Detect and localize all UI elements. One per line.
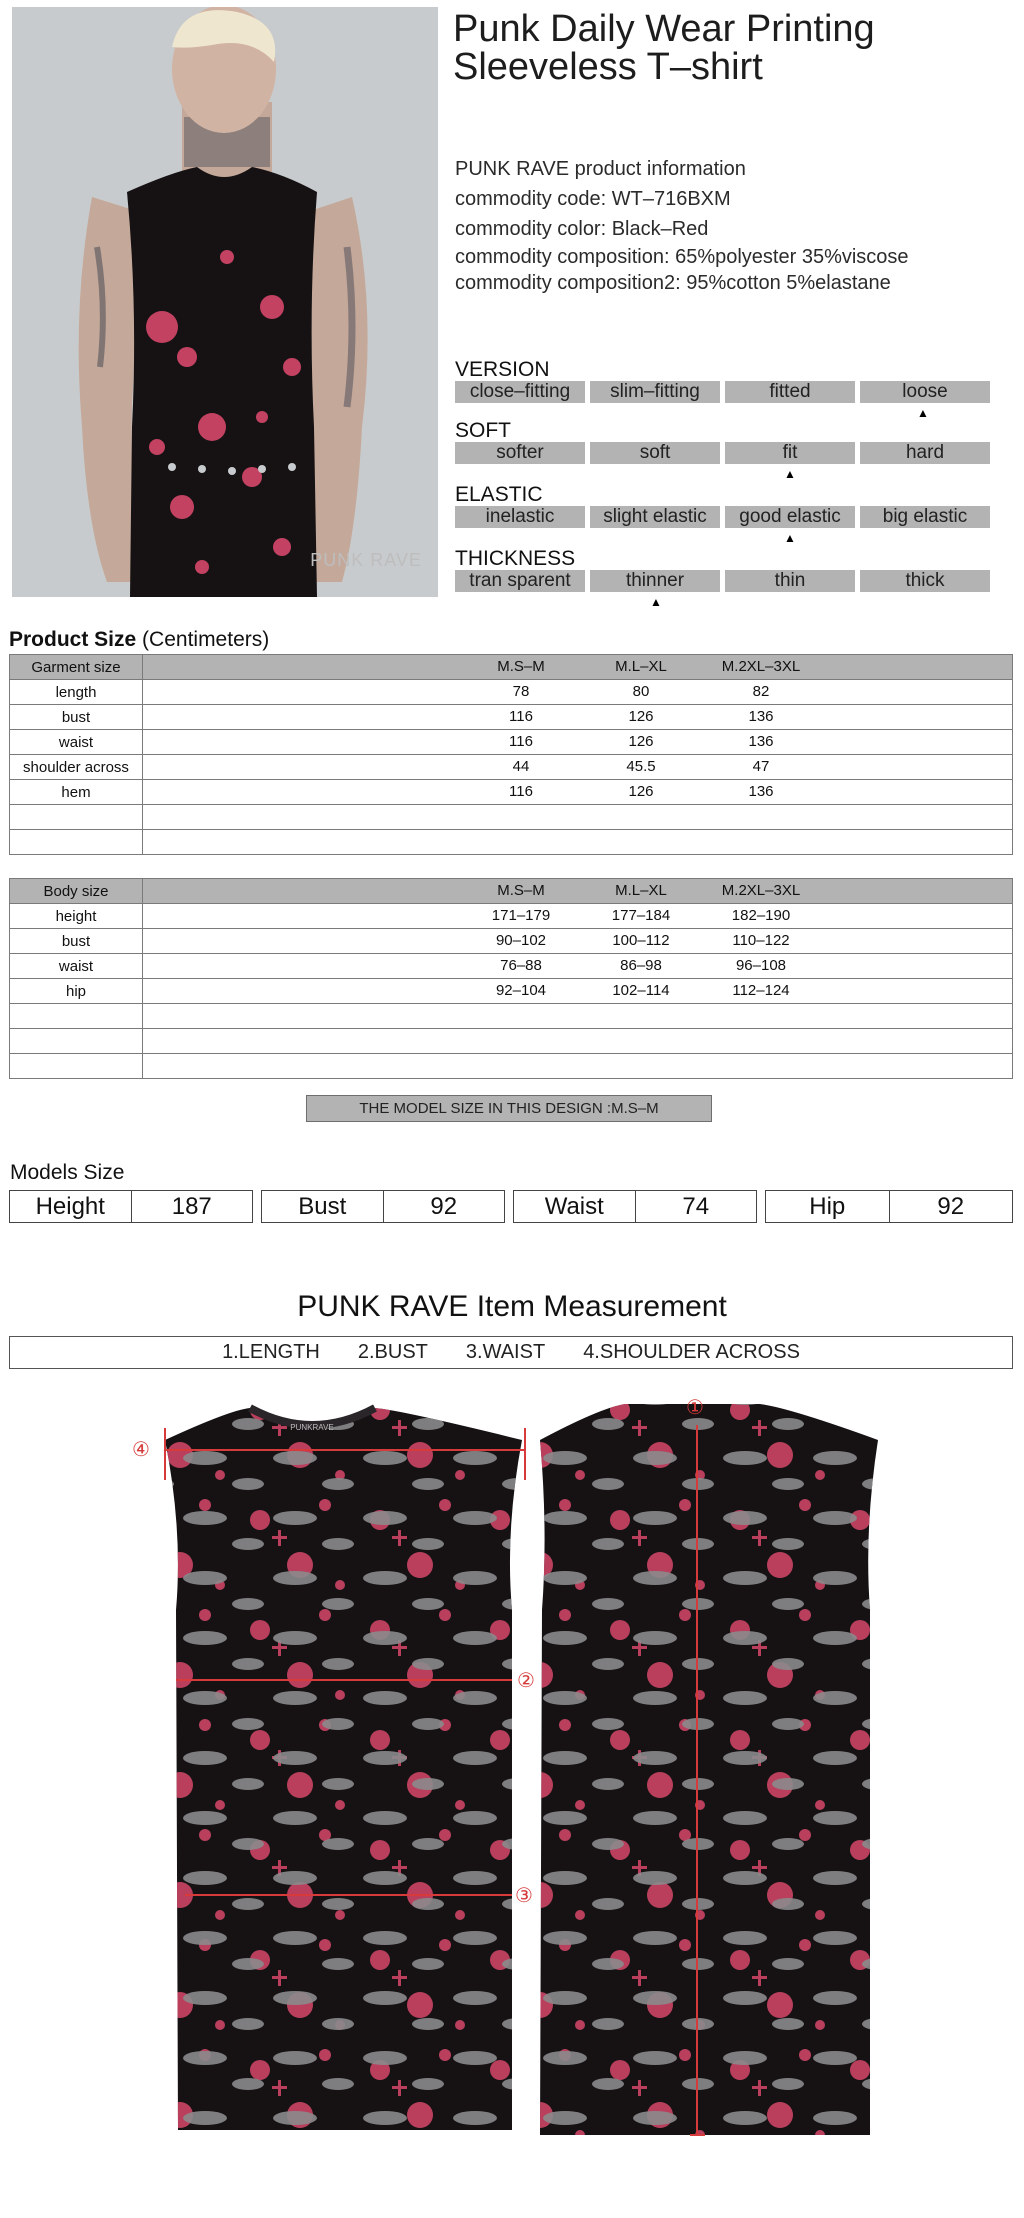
cell-value: 112–124	[732, 982, 790, 999]
table-row	[10, 705, 1013, 730]
photo-watermark: PUNK RAVE	[310, 550, 422, 570]
model-waist	[513, 1190, 757, 1223]
scale-option: slim–fitting	[590, 381, 720, 403]
row-label: bust	[10, 705, 143, 730]
elastic-scale	[455, 483, 990, 545]
scale-option: close–fitting	[455, 381, 585, 403]
version-scale	[455, 358, 990, 420]
table-row	[10, 954, 1013, 979]
body-size-table	[9, 878, 1013, 1079]
product-info	[455, 154, 1015, 296]
commodity-composition2: commodity composition2: 95%cotton 5%elastane	[455, 272, 891, 294]
scale-option: thinner	[590, 570, 720, 592]
measurement-legend	[9, 1336, 1013, 1369]
marker-length: ①	[686, 1395, 704, 1419]
product-title-line1: Punk Daily Wear Printing	[453, 8, 875, 50]
table-row-empty	[10, 805, 1013, 830]
cell-value: 136	[748, 708, 774, 725]
model-bust	[261, 1190, 505, 1223]
garment-size-table	[9, 654, 1013, 855]
cell-value: 80	[632, 683, 650, 700]
garment-measurement-illustration	[0, 1380, 1024, 2160]
size-col-header: M.2XL–3XL	[721, 658, 801, 675]
product-size-unit: (Centimeters)	[142, 628, 270, 651]
cell-value: 116	[509, 708, 533, 725]
size-col-header: M.2XL–3XL	[721, 882, 801, 899]
selected-marker: ▲	[917, 406, 929, 420]
scale-option: thick	[860, 570, 990, 592]
commodity-color: commodity color: Black–Red	[455, 218, 709, 240]
marker-shoulder: ④	[132, 1437, 150, 1461]
measurement-item: 1.LENGTH	[222, 1341, 320, 1363]
cell-value: 82	[752, 683, 770, 700]
selected-marker: ▲	[784, 467, 796, 481]
measure-value: 74	[635, 1191, 757, 1222]
cell-value: 136	[748, 783, 774, 800]
table-row	[10, 780, 1013, 805]
scale-title: ELASTIC	[455, 483, 543, 506]
commodity-code: commodity code: WT–716BXM	[455, 188, 731, 210]
cell-value: 78	[512, 683, 530, 700]
row-label: shoulder across	[10, 755, 143, 780]
scale-option: big elastic	[860, 506, 990, 528]
table-row	[10, 730, 1013, 755]
cell-value: 100–112	[612, 932, 670, 949]
model-size-note: THE MODEL SIZE IN THIS DESIGN :M.S–M	[306, 1095, 712, 1122]
scale-option: hard	[860, 442, 990, 464]
cell-value: 90–102	[495, 932, 547, 949]
measure-label: Hip	[809, 1193, 846, 1220]
table-row	[10, 904, 1013, 929]
model-hip	[765, 1190, 1013, 1223]
measure-label: Height	[35, 1193, 105, 1220]
scale-title: THICKNESS	[455, 547, 576, 570]
model-photo	[12, 7, 438, 597]
cell-value: 86–98	[620, 957, 662, 974]
scale-title: SOFT	[455, 419, 511, 442]
cell-value: 102–114	[612, 982, 670, 999]
cell-value: 126	[628, 783, 654, 800]
measure-label: Waist	[544, 1193, 604, 1220]
table-row-empty	[10, 1054, 1013, 1079]
model-height	[9, 1190, 253, 1223]
row-label: hip	[10, 979, 143, 1004]
row-label: waist	[10, 730, 143, 755]
scale-option: softer	[455, 442, 585, 464]
table-header: Garment size	[10, 655, 143, 680]
table-row	[10, 680, 1013, 705]
scale-option: slight elastic	[590, 506, 720, 528]
table-row-empty	[10, 830, 1013, 855]
table-row-empty	[10, 1004, 1013, 1029]
table-row	[10, 979, 1013, 1004]
row-label: waist	[10, 954, 143, 979]
cell-value: 177–184	[611, 907, 671, 924]
selected-marker: ▲	[650, 595, 662, 609]
models-size-title: Models Size	[10, 1161, 125, 1184]
table-row	[10, 929, 1013, 954]
cell-value: 76–88	[500, 957, 542, 974]
thickness-scale	[455, 547, 990, 609]
product-size-title	[9, 628, 269, 652]
size-col-header: M.S–M	[497, 658, 545, 675]
size-col-header: M.L–XL	[615, 658, 667, 675]
cell-value: 47	[752, 758, 770, 775]
scale-option: good elastic	[725, 506, 855, 528]
scale-option: thin	[725, 570, 855, 592]
measurement-title: PUNK RAVE Item Measurement	[297, 1290, 727, 1323]
measurement-item: 2.BUST	[357, 1341, 428, 1363]
soft-scale	[455, 419, 990, 481]
front-view	[165, 1408, 522, 2130]
marker-bust: ②	[517, 1668, 535, 1692]
measure-value: 187	[131, 1191, 253, 1222]
table-header: Body size	[10, 879, 143, 904]
scale-option: fitted	[725, 381, 855, 403]
product-title-line2: Sleeveless T–shirt	[453, 46, 763, 88]
commodity-composition: commodity composition: 65%polyester 35%viscose	[455, 246, 909, 268]
table-row	[10, 755, 1013, 780]
cell-value: 171–179	[491, 907, 551, 924]
cell-value: 136	[748, 733, 774, 750]
measure-value: 92	[383, 1191, 505, 1222]
row-label: bust	[10, 929, 143, 954]
marker-waist: ③	[515, 1883, 533, 1907]
scale-option: tran sparent	[455, 570, 585, 592]
cell-value: 126	[628, 733, 654, 750]
cell-value: 45.5	[626, 758, 656, 775]
garment-label-text: PUNKRAVE	[290, 1423, 334, 1432]
cell-value: 92–104	[495, 982, 547, 999]
scale-title: VERSION	[455, 358, 550, 381]
product-size-label: Product Size	[9, 628, 137, 651]
row-label: height	[10, 904, 143, 929]
cell-value: 116	[509, 733, 533, 750]
row-label: hem	[10, 780, 143, 805]
scale-option: inelastic	[455, 506, 585, 528]
cell-value: 96–108	[735, 957, 787, 974]
cell-value: 116	[509, 783, 533, 800]
table-row-empty	[10, 1029, 1013, 1054]
product-title	[453, 10, 1013, 86]
measure-value: 92	[889, 1191, 1013, 1222]
cell-value: 182–190	[731, 907, 791, 924]
scale-option: loose	[860, 381, 990, 403]
measurement-item: 4.SHOULDER ACROSS	[583, 1341, 800, 1363]
size-col-header: M.S–M	[497, 882, 545, 899]
measurement-item: 3.WAIST	[465, 1341, 546, 1363]
cell-value: 126	[628, 708, 654, 725]
row-label: length	[10, 680, 143, 705]
measure-label: Bust	[298, 1193, 347, 1220]
cell-value: 44	[512, 758, 530, 775]
size-col-header: M.L–XL	[615, 882, 667, 899]
scale-option: fit	[725, 442, 855, 464]
back-view	[540, 1404, 878, 2135]
selected-marker: ▲	[784, 531, 796, 545]
scale-option: soft	[590, 442, 720, 464]
cell-value: 110–122	[732, 932, 790, 949]
info-header: PUNK RAVE product information	[455, 158, 746, 180]
